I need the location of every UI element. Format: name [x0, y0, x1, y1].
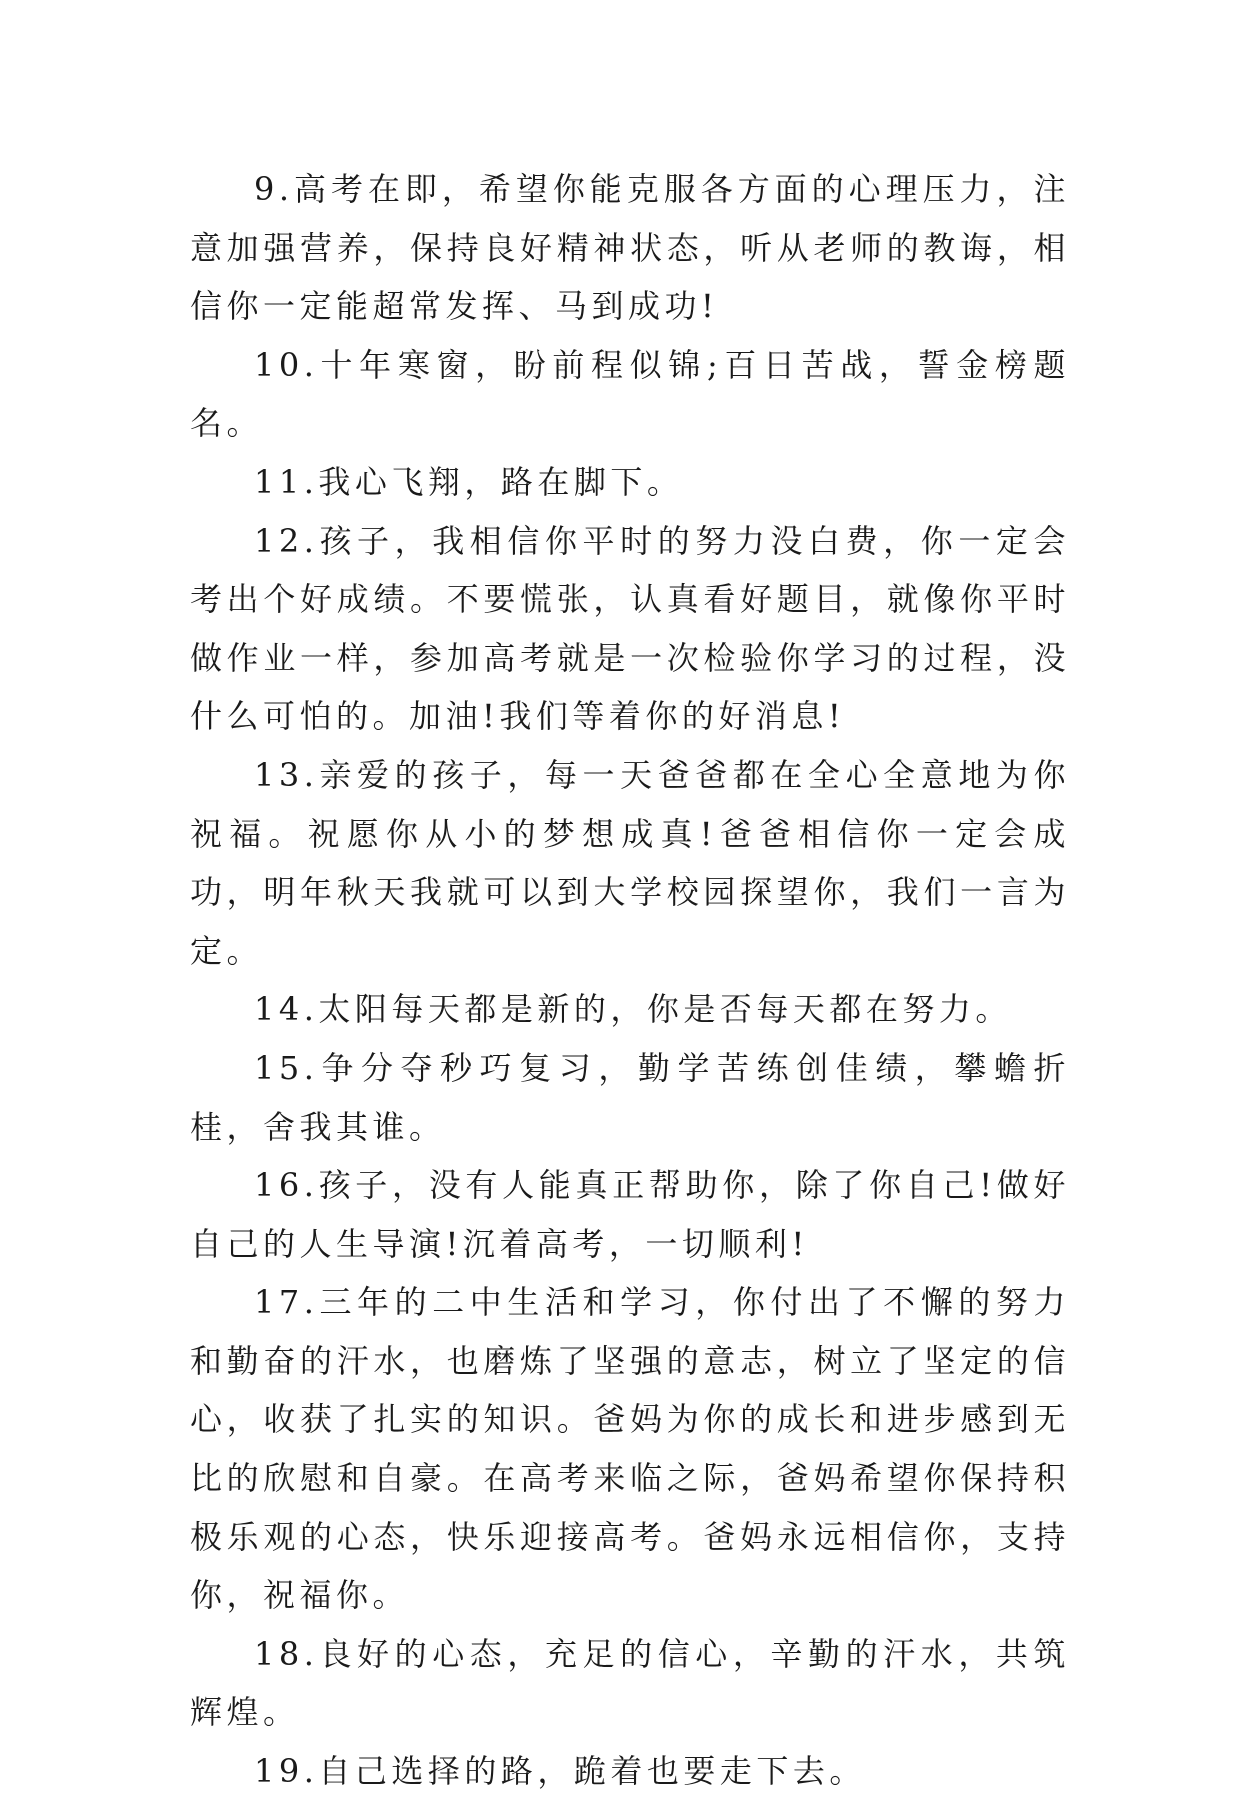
paragraph-16: 16.孩子，没有人能真正帮助你，除了你自己!做好自己的人生导演!沉着高考，一切顺利! [190, 1166, 1070, 1263]
paragraph-15: 15.争分夺秒巧复习，勤学苦练创佳绩，攀蟾折桂，舍我其谁。 [190, 1048, 1070, 1146]
paragraph-19: 19.自己选择的路，跪着也要走下去。 [254, 1752, 866, 1791]
paragraph-9: 9.高考在即，希望你能克服各方面的心理压力，注意加强营养，保持良好精神状态，听从老师的教诲，相信你一定能超常发挥、马到成功! [190, 170, 1070, 326]
paragraph-12: 12.孩子，我相信你平时的努力没白费，你一定会考出个好成绩。不要慌张，认真看好题目，就像你平时做作业一样，参加高考就是一次检验你学习的过程，没什么可怕的。加油!我们等着你的好消息! [190, 521, 1070, 736]
paragraph-14: 14.太阳每天都是新的，你是否每天都在努力。 [254, 990, 1012, 1029]
paragraph-10: 10.十年寒窗，盼前程似锦;百日苦战，誓金榜题名。 [190, 345, 1070, 443]
paragraph-18: 18.良好的心态，充足的信心，辛勤的汗水，共筑辉煌。 [190, 1634, 1070, 1732]
paragraph-11: 11.我心飞翔，路在脚下。 [254, 462, 684, 501]
paragraph-13: 13.亲爱的孩子，每一天爸爸都在全心全意地为你祝福。祝愿你从小的梦想成真!爸爸相信你一定会成功，明年秋天我就可以到大学校园探望你，我们一言为定。 [190, 755, 1070, 970]
document-body [190, 160, 1070, 1801]
paragraph-17: 17.三年的二中生活和学习，你付出了不懈的努力和勤奋的汗水，也磨炼了坚强的意志，树立了坚定的信心，收获了扎实的知识。爸妈为你的成长和进步感到无比的欣慰和自豪。在高考来临之际，爸妈希望你保持积极乐观的心态，快乐迎接高考。爸妈永远相信你，支持你，祝福你。 [190, 1283, 1070, 1615]
